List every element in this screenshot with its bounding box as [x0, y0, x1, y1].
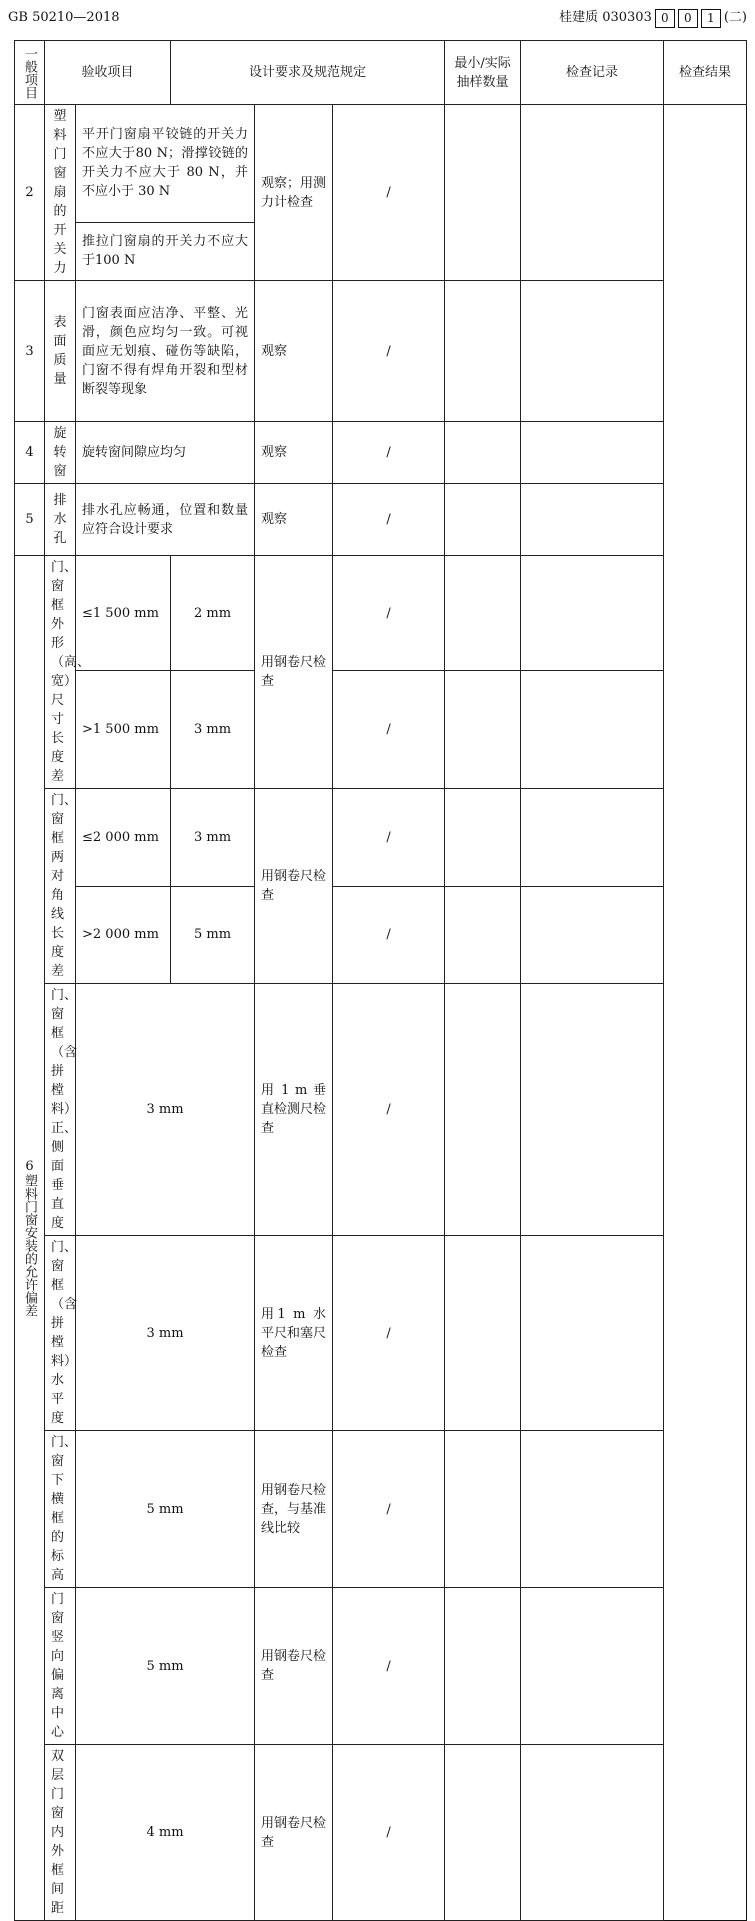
col-result-header: 检查结果 [664, 41, 747, 105]
row-record[interactable] [445, 105, 521, 281]
row-sample: / [333, 1431, 445, 1588]
row-sample: / [333, 984, 445, 1236]
col-item-header: 验收项目 [45, 41, 171, 105]
row-result[interactable] [521, 484, 664, 556]
col-record-header: 检查记录 [521, 41, 664, 105]
deviation-value: 5 mm [76, 1588, 255, 1745]
table-row [15, 105, 747, 223]
deviation-item-name: 门、窗框（含拼樘料）水平度 [45, 1236, 76, 1431]
row-record[interactable] [445, 1745, 521, 1921]
row-requirement: 推拉门窗扇的开关力不应大于100 N [76, 222, 255, 280]
row-sample: / [333, 1236, 445, 1431]
row-result[interactable] [521, 1431, 664, 1588]
table-row [15, 886, 747, 984]
row-sample: / [333, 484, 445, 556]
row-result[interactable] [521, 556, 664, 671]
row-record[interactable] [445, 556, 521, 671]
form-code-box-2: 0 [678, 9, 698, 28]
deviation-condition: ≤2 000 mm [76, 789, 171, 887]
row-record[interactable] [445, 484, 521, 556]
row-item-name: 塑料门窗扇的开关力 [45, 105, 76, 281]
row-requirement: 旋转窗间隙应均匀 [76, 422, 255, 484]
row-method: 用钢卷尺检查 [255, 1745, 333, 1921]
deviation-value: 5 mm [171, 886, 255, 984]
row-method: 用 1 m 垂直检测尺检查 [255, 984, 333, 1236]
row-method: 观察；用测力计检查 [255, 105, 333, 281]
row-method: 用钢卷尺检查 [255, 556, 333, 789]
form-code-box-1: 0 [655, 9, 675, 28]
row-sample: / [333, 556, 445, 671]
row-sample: / [333, 281, 445, 422]
row-record[interactable] [445, 281, 521, 422]
row-method: 观察 [255, 484, 333, 556]
row-sample: / [333, 1745, 445, 1921]
table-header-row [15, 41, 747, 105]
table-row [15, 1431, 747, 1588]
table-row [15, 1745, 747, 1921]
row-method: 用钢卷尺检查，与基准线比较 [255, 1431, 333, 1588]
row-method: 用1 m 水平尺和塞尺检查 [255, 1236, 333, 1431]
row-record[interactable] [445, 1588, 521, 1745]
row-result[interactable] [521, 671, 664, 789]
row-result[interactable] [521, 105, 664, 281]
row-method: 用钢卷尺检查 [255, 789, 333, 984]
standard-number: GB 50210—2018 [8, 10, 120, 25]
table-row [15, 1588, 747, 1745]
table-row [15, 789, 747, 887]
table-row [15, 1236, 747, 1431]
row-sample: / [333, 1588, 445, 1745]
row-result[interactable] [521, 1588, 664, 1745]
table-row [15, 556, 747, 671]
row-item-name: 排水孔 [45, 484, 76, 556]
row-record[interactable] [445, 984, 521, 1236]
row-number-vertical [15, 556, 45, 1921]
row-result[interactable] [521, 984, 664, 1236]
row-result[interactable] [521, 281, 664, 422]
deviation-value: 4 mm [76, 1745, 255, 1921]
deviation-condition: >2 000 mm [76, 886, 171, 984]
row-sample: / [333, 422, 445, 484]
row-method: 观察 [255, 422, 333, 484]
row-result[interactable] [521, 886, 664, 984]
row-number: 4 [15, 422, 45, 484]
row-number: 3 [15, 281, 45, 422]
row-item-name: 表面质量 [45, 281, 76, 422]
row-record[interactable] [445, 886, 521, 984]
row-record[interactable] [445, 422, 521, 484]
row-item-name: 旋转窗 [45, 422, 76, 484]
category-cell: 一般项目 [15, 41, 45, 105]
deviation-condition: >1 500 mm [76, 671, 171, 789]
row-result[interactable] [521, 1236, 664, 1431]
row-requirement: 门窗表面应洁净、平整、光滑，颜色应均匀一致。可视面应无划痕、碰伤等缺陷，门窗不得有焊角开裂和型材断裂等现象 [76, 281, 255, 422]
row-requirement: 排水孔应畅通，位置和数量应符合设计要求 [76, 484, 255, 556]
table-row [15, 281, 747, 422]
row-record[interactable] [445, 789, 521, 887]
deviation-value: 5 mm [76, 1431, 255, 1588]
row-sample: / [333, 105, 445, 281]
deviation-value: 3 mm [171, 789, 255, 887]
form-suffix: (二) [723, 10, 747, 25]
row-sample: / [333, 671, 445, 789]
row-method: 用钢卷尺检查 [255, 1588, 333, 1745]
row-number: 2 [15, 105, 45, 281]
deviation-value: 3 mm [171, 671, 255, 789]
form-code [559, 8, 747, 28]
deviation-value: 2 mm [171, 556, 255, 671]
row-result[interactable] [521, 789, 664, 887]
inspection-table [14, 40, 747, 1921]
deviation-item-name: 双层门窗内外框间距 [45, 1745, 76, 1921]
table-row [15, 422, 747, 484]
form-code-box-3: 1 [701, 9, 721, 28]
row-method: 观察 [255, 281, 333, 422]
deviation-value: 3 mm [76, 984, 255, 1236]
table-row [15, 984, 747, 1236]
row-number: 6 [22, 1159, 37, 1174]
row-number: 5 [15, 484, 45, 556]
table-row [15, 671, 747, 789]
deviation-item-name: 门、窗框（含拼樘料）正、侧面垂直度 [45, 984, 76, 1236]
deviation-item-name: 门、窗框外形（高、宽）尺寸长度差 [45, 556, 76, 789]
row-result[interactable] [521, 422, 664, 484]
deviation-item-name: 门、窗框两对角线长度差 [45, 789, 76, 984]
row-result[interactable] [521, 1745, 664, 1921]
group-title: 塑料门窗安装的允许偏差 [22, 1174, 37, 1317]
row-sample: / [333, 886, 445, 984]
deviation-item-name: 门窗竖向偏离中心 [45, 1588, 76, 1745]
row-sample: / [333, 789, 445, 887]
row-requirement: 平开门窗扇平铰链的开关力不应大于80 N；滑撑铰链的开关力不应大于 80 N，并不应小于 30 N [76, 105, 255, 223]
table-row [15, 484, 747, 556]
row-record[interactable] [445, 1431, 521, 1588]
row-record[interactable] [445, 1236, 521, 1431]
deviation-condition: ≤1 500 mm [76, 556, 171, 671]
col-requirement-header: 设计要求及规范规定 [171, 41, 445, 105]
deviation-value: 3 mm [76, 1236, 255, 1431]
col-sample-header: 最小/实际抽样数量 [445, 41, 521, 105]
row-record[interactable] [445, 671, 521, 789]
form-label: 桂建质 030303 [559, 10, 652, 25]
deviation-item-name: 门、窗下横框的标高 [45, 1431, 76, 1588]
